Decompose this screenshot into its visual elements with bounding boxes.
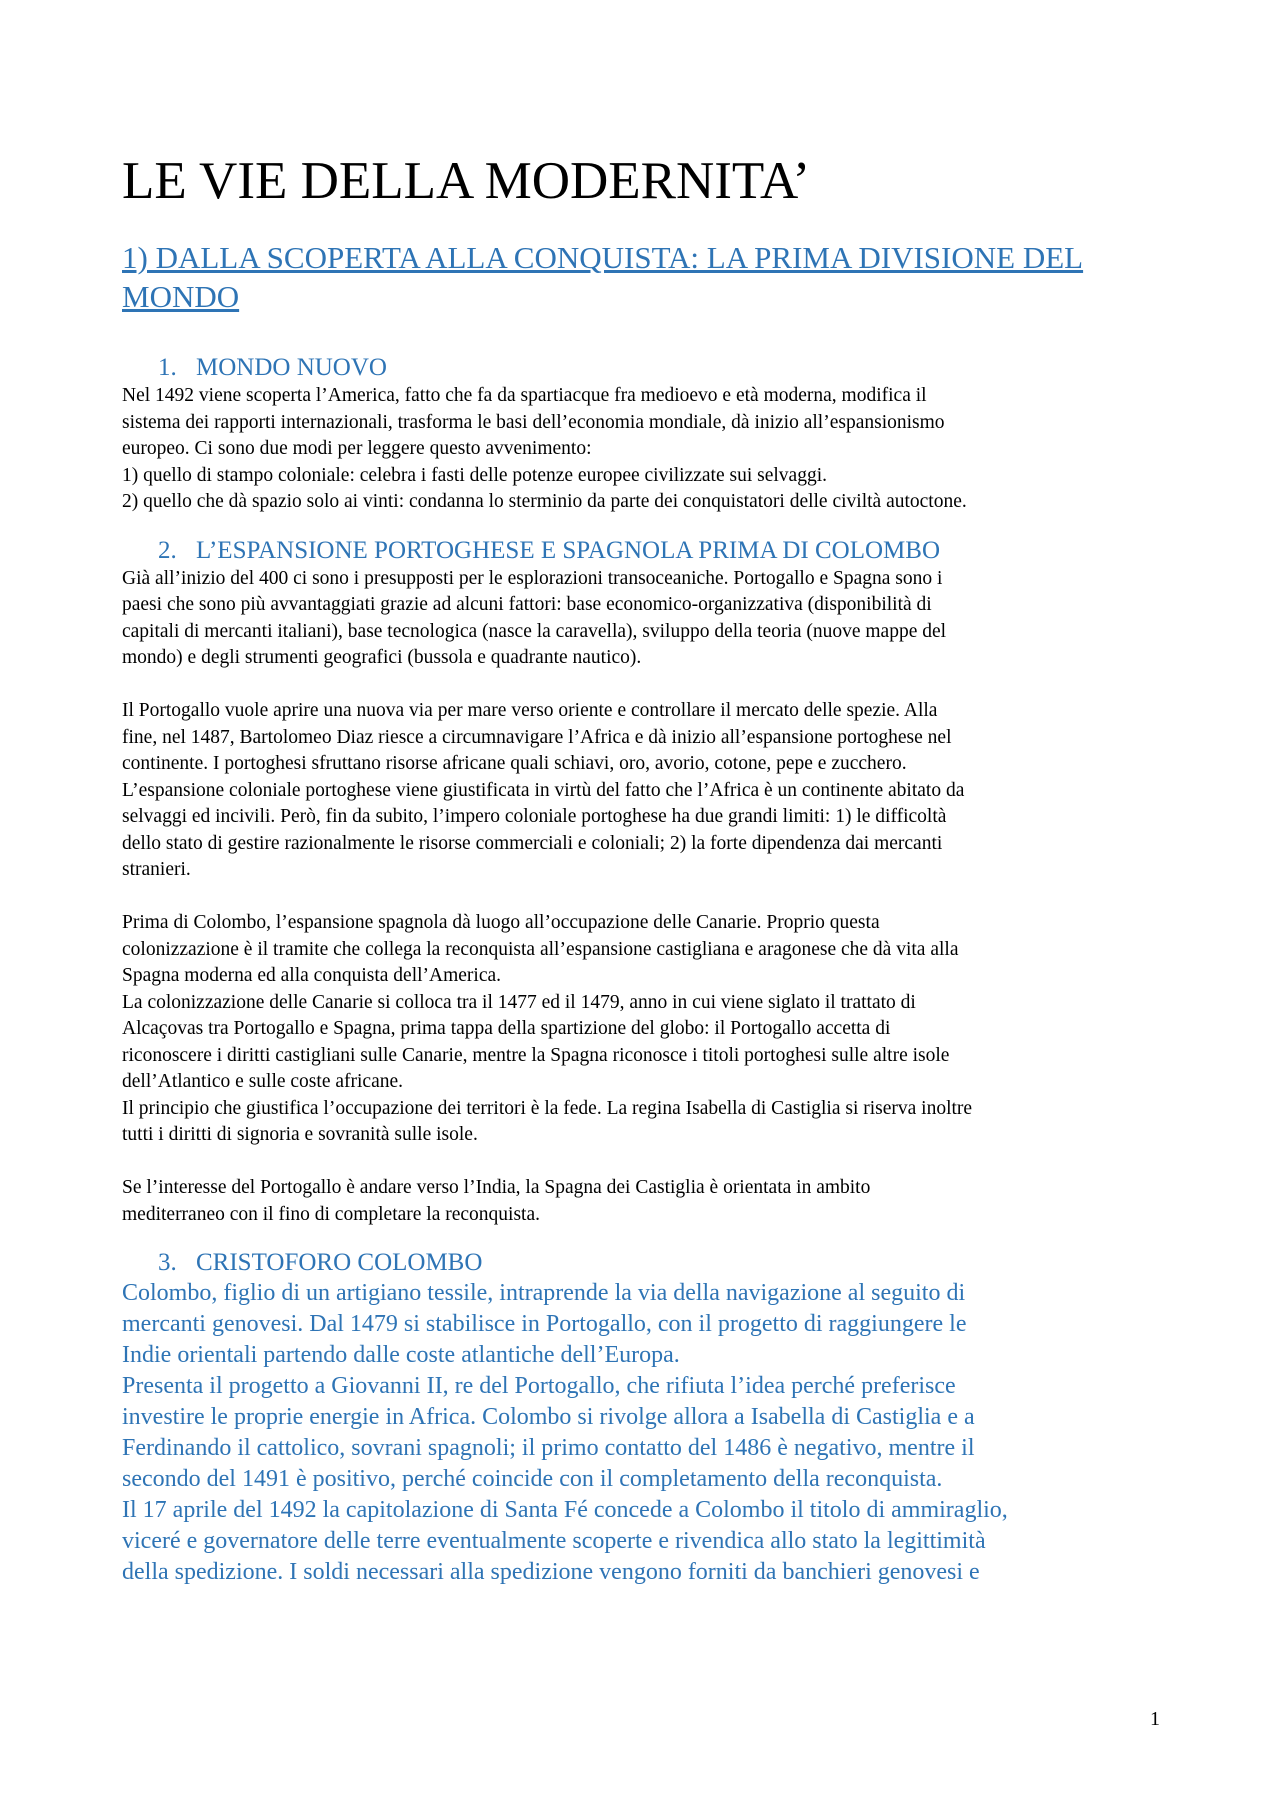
- body-line: paesi che sono più avvantaggiati grazie ad alcuni fattori: base economico-organizzativa (disponibilità di: [122, 594, 932, 615]
- body-line: riconoscere i diritti castigliani sulle Canarie, mentre la Spagna riconosce i titoli portoghesi sulle altre isole: [122, 1044, 950, 1066]
- body-line: Colombo, figlio di un artigiano tessile, intraprende la via della navigazione al seguito di: [122, 1280, 966, 1306]
- body-line: dell’Atlantico e sulle coste africane.: [122, 1071, 403, 1092]
- document-title: LE VIE DELLA MODERNITA’: [122, 152, 811, 210]
- body-line: colonizzazione è il tramite che collega la reconquista all’espansione castigliana e aragonese che dà vita alla: [122, 938, 959, 960]
- section-title: CRISTOFORO COLOMBO: [196, 1249, 483, 1276]
- body-line: sistema dei rapporti internazionali, trasforma le basi dell’economia mondiale, dà inizio all’espansionismo: [122, 411, 945, 433]
- body-line: mondo) e degli strumenti geografici (bussola e quadrante nautico).: [122, 647, 642, 668]
- body-line: Già all’inizio del 400 ci sono i presupposti per le esplorazioni transoceaniche. Portogallo e Spagna sono i: [122, 567, 943, 589]
- body-line: Il Portogallo vuole aprire una nuova via per mare verso oriente e controllare il mercato delle spezie. Alla: [122, 700, 938, 721]
- body-line: La colonizzazione delle Canarie si colloca tra il 1477 ed il 1479, anno in cui viene siglato il trattato di: [122, 991, 916, 1013]
- body-line: viceré e governatore delle terre eventualmente scoperte e rivendica allo stato la legittimità: [122, 1528, 986, 1554]
- section-number: 1.: [158, 354, 177, 381]
- body-line: mercanti genovesi. Dal 1479 si stabilisce in Portogallo, con il progetto di raggiungere le: [122, 1311, 967, 1337]
- body-line: della spedizione. I soldi necessari alla spedizione vengono forniti da banchieri genovesi e: [122, 1559, 980, 1585]
- body-line: europeo. Ci sono due modi per leggere questo avvenimento:: [122, 438, 592, 459]
- section-heading-espansione: [122, 536, 1162, 566]
- page-number: 1: [1150, 1708, 1160, 1730]
- body-line: Indie orientali partendo dalle coste atlantiche dell’Europa.: [122, 1342, 680, 1368]
- section-body-espansione: [122, 566, 1162, 1229]
- body-line: Spagna moderna ed alla conquista dell’America.: [122, 965, 502, 986]
- section-number: 2.: [158, 536, 177, 564]
- section-heading-colombo: [122, 1248, 1162, 1278]
- body-line: dello stato di gestire razionalmente le risorse commerciali e coloniali; 2) la forte dipendenza dai mercanti: [122, 832, 943, 854]
- body-line: fine, nel 1487, Bartolomeo Diaz riesce a circumnavigare l’Africa e dà inizio all’espansione portoghese nel: [122, 726, 952, 748]
- body-line: tutti i diritti di signoria e sovranità sulle isole.: [122, 1124, 478, 1145]
- body-line: Se l’interesse del Portogallo è andare verso l’India, la Spagna dei Castiglia è orientata in ambito: [122, 1177, 871, 1198]
- body-line: Il 17 aprile del 1492 la capitolazione di Santa Fé concede a Colombo il titolo di ammiraglio,: [122, 1497, 1008, 1523]
- body-line: Il principio che giustifica l’occupazione dei territori è la fede. La regina Isabella di Castiglia si riserva inoltre: [122, 1097, 973, 1119]
- section-heading-mondo-nuovo: [122, 353, 1162, 383]
- section-number: 3.: [158, 1249, 177, 1276]
- body-line: 2) quello che dà spazio solo ai vinti: condanna lo sterminio da parte dei conquistatori delle civiltà autoctone.: [122, 491, 967, 512]
- document-page: [122, 150, 1162, 1588]
- body-line: secondo del 1491 è positivo, perché coincide con il completamento della reconquista.: [122, 1466, 943, 1492]
- body-line: selvaggi ed incivili. Però, fin da subito, l’impero coloniale portoghese ha due grandi limiti: 1) le difficoltà: [122, 806, 947, 827]
- section-body-colombo: [122, 1278, 1162, 1588]
- body-line: Alcaçovas tra Portogallo e Spagna, prima tappa della spartizione del globo: il Portogallo accetta di: [122, 1018, 891, 1039]
- body-line: stranieri.: [122, 859, 191, 880]
- body-line: Presenta il progetto a Giovanni II, re del Portogallo, che rifiuta l’idea perché preferisce: [122, 1373, 956, 1399]
- body-line: L’espansione coloniale portoghese viene giustificata in virtù del fatto che l’Africa è un continente abitato da: [122, 779, 965, 801]
- body-line: capitali di mercanti italiani), base tecnologica (nasce la caravella), sviluppo della teoria (nuove mappe del: [122, 620, 947, 642]
- section-title: L’ESPANSIONE PORTOGHESE E SPAGNOLA PRIMA DI COLOMBO: [196, 536, 941, 564]
- body-line: Prima di Colombo, l’espansione spagnola dà luogo all’occupazione delle Canarie. Proprio questa: [122, 912, 880, 933]
- body-line: mediterraneo con il fino di completare la reconquista.: [122, 1203, 541, 1225]
- body-line: Ferdinando il cattolico, sovrani spagnoli; il primo contatto del 1486 è negativo, mentre il: [122, 1435, 975, 1461]
- body-line: investire le proprie energie in Africa. Colombo si rivolge allora a Isabella di Castiglia e a: [122, 1404, 975, 1430]
- body-line: 1) quello di stampo coloniale: celebra i fasti delle potenze europee civilizzate sui selvaggi.: [122, 464, 827, 486]
- chapter-heading: 1) DALLA SCOPERTA ALLA CONQUISTA: LA PRIMA DIVISIONE DEL MONDO: [122, 240, 1084, 314]
- section-title: MONDO NUOVO: [196, 354, 387, 381]
- section-body-mondo-nuovo: [122, 383, 1162, 516]
- body-line: continente. I portoghesi sfruttano risorse africane quali schiavi, oro, avorio, cotone, pepe e zucchero.: [122, 753, 907, 774]
- body-line: Nel 1492 viene scoperta l’America, fatto che fa da spartiacque fra medioevo e età moderna, modifica il: [122, 385, 927, 406]
